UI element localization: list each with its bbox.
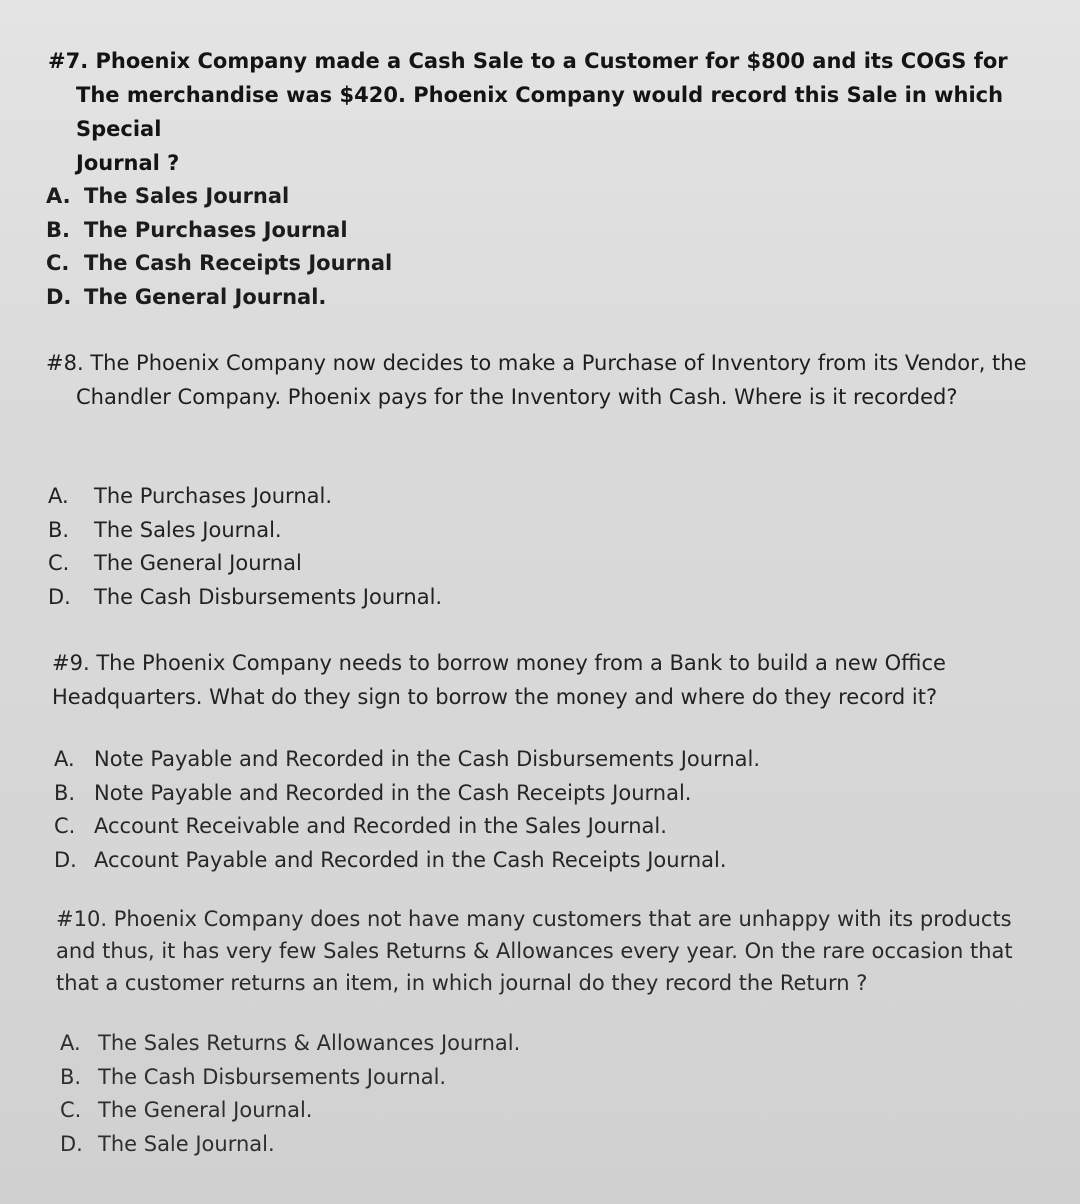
question-10-options <box>60 1027 520 1161</box>
question-7-text <box>48 44 1080 180</box>
option-text: The Cash Receipts Journal <box>84 251 393 275</box>
question-number: #9. <box>52 651 90 675</box>
option-a <box>54 743 760 777</box>
option-text: The Sale Journal. <box>98 1131 275 1156</box>
question-8-text <box>46 346 1027 414</box>
question-line: and thus, it has very few Sales Returns & Allowances every year. On the rare occasion that <box>56 939 1013 963</box>
option-b <box>54 777 760 811</box>
option-d <box>60 1128 520 1162</box>
question-7-options <box>46 180 392 314</box>
option-d <box>46 281 392 315</box>
option-text: The General Journal. <box>98 1098 313 1122</box>
option-letter: A. <box>46 184 71 208</box>
question-10 <box>56 903 1013 999</box>
option-text: The Sales Journal <box>84 184 290 208</box>
question-line: The Phoenix Company needs to borrow money from a Bank to build a new Office <box>96 651 946 675</box>
option-text: The Sales Returns & Allowances Journal. <box>98 1031 521 1055</box>
question-9-options <box>54 743 760 877</box>
option-text: The General Journal <box>94 551 302 575</box>
option-text: The General Journal. <box>84 284 327 309</box>
option-b <box>60 1061 520 1095</box>
question-line: that a customer returns an item, in which journal do they record the Return ? <box>56 971 868 995</box>
option-text: Account Receivable and Recorded in the Sales Journal. <box>94 814 667 838</box>
question-9-text <box>52 646 946 714</box>
option-letter: B. <box>46 217 70 242</box>
option-b <box>46 214 392 248</box>
question-line: Headquarters. What do they sign to borrow the money and where do they record it? <box>52 685 938 709</box>
option-letter: C. <box>48 551 70 575</box>
question-line: The Phoenix Company now decides to make a Purchase of Inventory from its Vendor, the <box>90 351 1027 375</box>
question-8-options <box>48 480 442 614</box>
option-text: Account Payable and Recorded in the Cash Receipts Journal. <box>94 847 727 872</box>
option-d <box>48 581 442 615</box>
option-letter: C. <box>54 814 76 838</box>
option-c <box>54 810 760 844</box>
question-number: #10. <box>56 907 107 931</box>
option-letter: A. <box>60 1031 81 1055</box>
question-line: Phoenix Company made a Cash Sale to a Customer for $800 and its COGS for <box>95 49 1008 73</box>
question-number: #7. <box>48 49 89 73</box>
question-line: Phoenix Company does not have many customers that are unhappy with its products <box>113 907 1012 931</box>
option-text: The Purchases Journal <box>84 217 348 242</box>
option-a <box>46 180 392 214</box>
question-9 <box>52 646 946 714</box>
option-letter: A. <box>48 484 69 508</box>
option-text: Note Payable and Recorded in the Cash Disbursements Journal. <box>94 747 761 771</box>
option-letter: B. <box>54 780 76 805</box>
question-line: Journal ? <box>76 151 180 175</box>
question-7 <box>48 44 1080 180</box>
question-line: Chandler Company. Phoenix pays for the Inventory with Cash. Where is it recorded? <box>76 385 958 409</box>
option-a <box>48 480 442 514</box>
question-10-text <box>56 903 1013 999</box>
option-c <box>48 547 442 581</box>
question-number: #8. <box>46 351 84 375</box>
option-d <box>54 844 760 878</box>
question-8 <box>46 346 1027 414</box>
option-letter: D. <box>54 847 77 872</box>
option-a <box>60 1027 520 1061</box>
option-text: The Cash Disbursements Journal. <box>98 1064 447 1089</box>
option-c <box>46 247 392 281</box>
option-letter: B. <box>60 1064 82 1089</box>
option-letter: D. <box>48 584 71 609</box>
option-letter: B. <box>48 517 70 542</box>
option-text: The Cash Disbursements Journal. <box>94 584 443 609</box>
option-letter: A. <box>54 747 75 771</box>
option-c <box>60 1094 520 1128</box>
option-letter: D. <box>60 1131 83 1156</box>
question-line: The merchandise was $420. Phoenix Company would record this Sale in which Special <box>76 83 1004 141</box>
option-text: Note Payable and Recorded in the Cash Receipts Journal. <box>94 780 692 805</box>
option-text: The Purchases Journal. <box>94 484 333 508</box>
option-text: The Sales Journal. <box>94 517 282 542</box>
option-b <box>48 514 442 548</box>
option-letter: C. <box>60 1098 82 1122</box>
option-letter: C. <box>46 251 70 275</box>
option-letter: D. <box>46 284 72 309</box>
